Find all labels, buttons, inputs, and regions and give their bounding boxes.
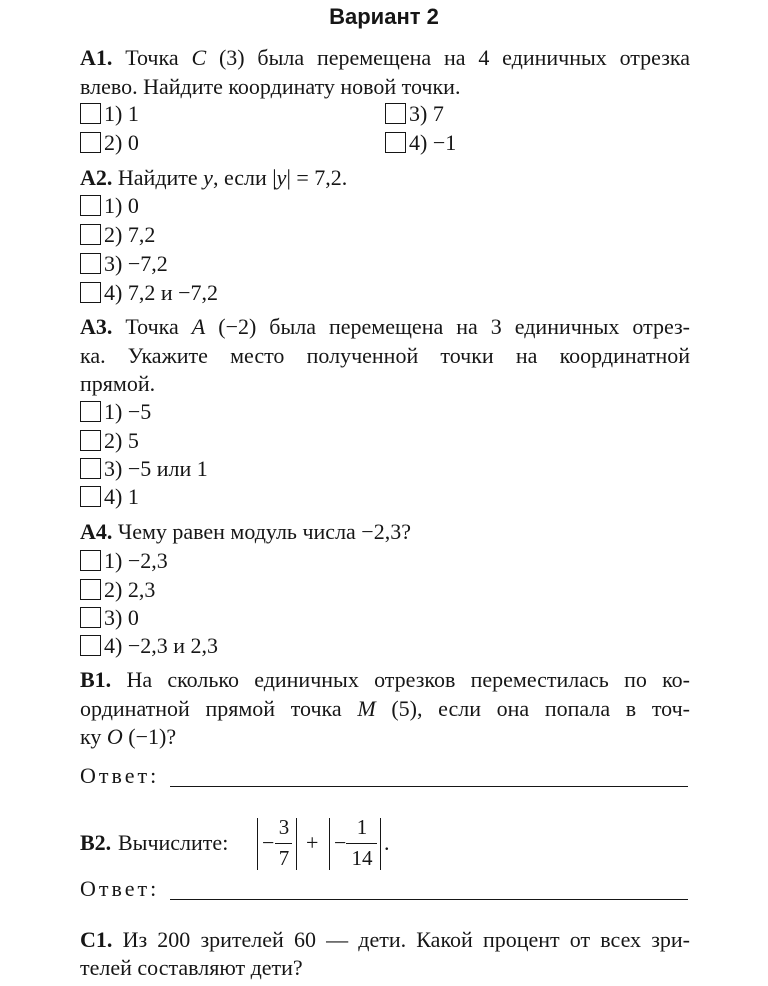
question-b1-line3: ку O (−1)? — [80, 724, 177, 749]
answer-option[interactable]: 4) 7,2 и −7,2 — [80, 279, 218, 307]
fraction-numerator: 3 — [278, 815, 290, 839]
checkbox[interactable] — [80, 195, 101, 216]
answer-option[interactable]: 1) −5 — [80, 398, 151, 426]
question-b1-line2: ординатной прямой точка M (5), если она попала в точ- — [80, 696, 690, 721]
question-b1-line1: B1. На сколько единичных отрезков переместилась по ко- — [80, 667, 690, 692]
question-a3-line3: прямой. — [80, 371, 156, 396]
question-b2-expression: B2. Вычислите: − 3 7 + − 1 14 . — [80, 815, 390, 870]
fraction-denominator: 14 — [351, 846, 373, 870]
answer-option[interactable]: 3) 7 — [385, 100, 444, 128]
checkbox[interactable] — [80, 579, 101, 600]
question-b1-label: B1. — [80, 667, 112, 692]
answer-option[interactable]: 1) −2,3 — [80, 547, 168, 575]
question-c1-line2: телей составляют дети? — [80, 955, 303, 980]
checkbox[interactable] — [385, 103, 406, 124]
checkbox[interactable] — [80, 635, 101, 656]
question-a1-line2: влево. Найдите координату новой точки. — [80, 74, 461, 99]
answer-option[interactable]: 2) 7,2 — [80, 221, 155, 249]
question-a3-line1: A3. Точка A (−2) была перемещена на 3 единичных отрез- — [80, 314, 690, 339]
checkbox[interactable] — [80, 550, 101, 571]
checkbox[interactable] — [80, 103, 101, 124]
checkbox[interactable] — [80, 224, 101, 245]
checkbox[interactable] — [80, 607, 101, 628]
checkbox[interactable] — [80, 486, 101, 507]
fraction-numerator: 1 — [356, 815, 368, 839]
checkbox[interactable] — [80, 458, 101, 479]
answer-option[interactable]: 2) 5 — [80, 427, 139, 455]
abs-bar — [296, 818, 297, 870]
question-b2-label: B2. — [80, 830, 112, 855]
answer-option[interactable]: 4) −1 — [385, 129, 456, 157]
checkbox[interactable] — [80, 430, 101, 451]
checkbox[interactable] — [385, 132, 406, 153]
variant-title: Вариант 2 — [329, 4, 439, 29]
answer-label: Ответ: — [80, 763, 160, 788]
abs-bar — [380, 818, 381, 870]
answer-option[interactable]: 2) 2,3 — [80, 576, 155, 604]
question-a2-label: A2. — [80, 165, 113, 190]
answer-option[interactable]: 3) 0 — [80, 604, 139, 632]
fraction-bar — [346, 843, 377, 844]
answer-option[interactable]: 4) 1 — [80, 483, 139, 511]
fraction-bar — [275, 843, 292, 844]
answer-option[interactable]: 3) −5 или 1 — [80, 455, 208, 483]
question-a2-line1: A2. Найдите y, если |y| = 7,2. — [80, 165, 348, 190]
fraction-denominator: 7 — [278, 846, 290, 870]
answer-option[interactable]: 1) 0 — [80, 192, 139, 220]
answer-label: Ответ: — [80, 876, 160, 901]
question-a1-label: A1. — [80, 45, 113, 70]
answer-option[interactable]: 1) 1 — [80, 100, 139, 128]
abs-bar — [329, 818, 330, 870]
question-a3-label: A3. — [80, 314, 113, 339]
question-c1-line1: C1. Из 200 зрителей 60 — дети. Какой процент от всех зри- — [80, 927, 691, 952]
checkbox[interactable] — [80, 253, 101, 274]
answer-option[interactable]: 4) −2,3 и 2,3 — [80, 632, 218, 660]
question-a3-line2: ка. Укажите место полученной точки на координатной — [80, 343, 690, 368]
question-a1-line1: A1. Точка C (3) была перемещена на 4 единичных отрезка — [80, 45, 691, 70]
checkbox[interactable] — [80, 282, 101, 303]
checkbox[interactable] — [80, 132, 101, 153]
checkbox[interactable] — [80, 401, 101, 422]
answer-input-line[interactable] — [170, 899, 688, 900]
question-c1-label: C1. — [80, 927, 113, 952]
question-a4-line1: A4. Чему равен модуль числа −2,3? — [80, 519, 411, 544]
abs-bar — [257, 818, 258, 870]
question-a4-label: A4. — [80, 519, 113, 544]
answer-option[interactable]: 2) 0 — [80, 129, 139, 157]
answer-input-line[interactable] — [170, 786, 688, 787]
answer-option[interactable]: 3) −7,2 — [80, 250, 168, 278]
